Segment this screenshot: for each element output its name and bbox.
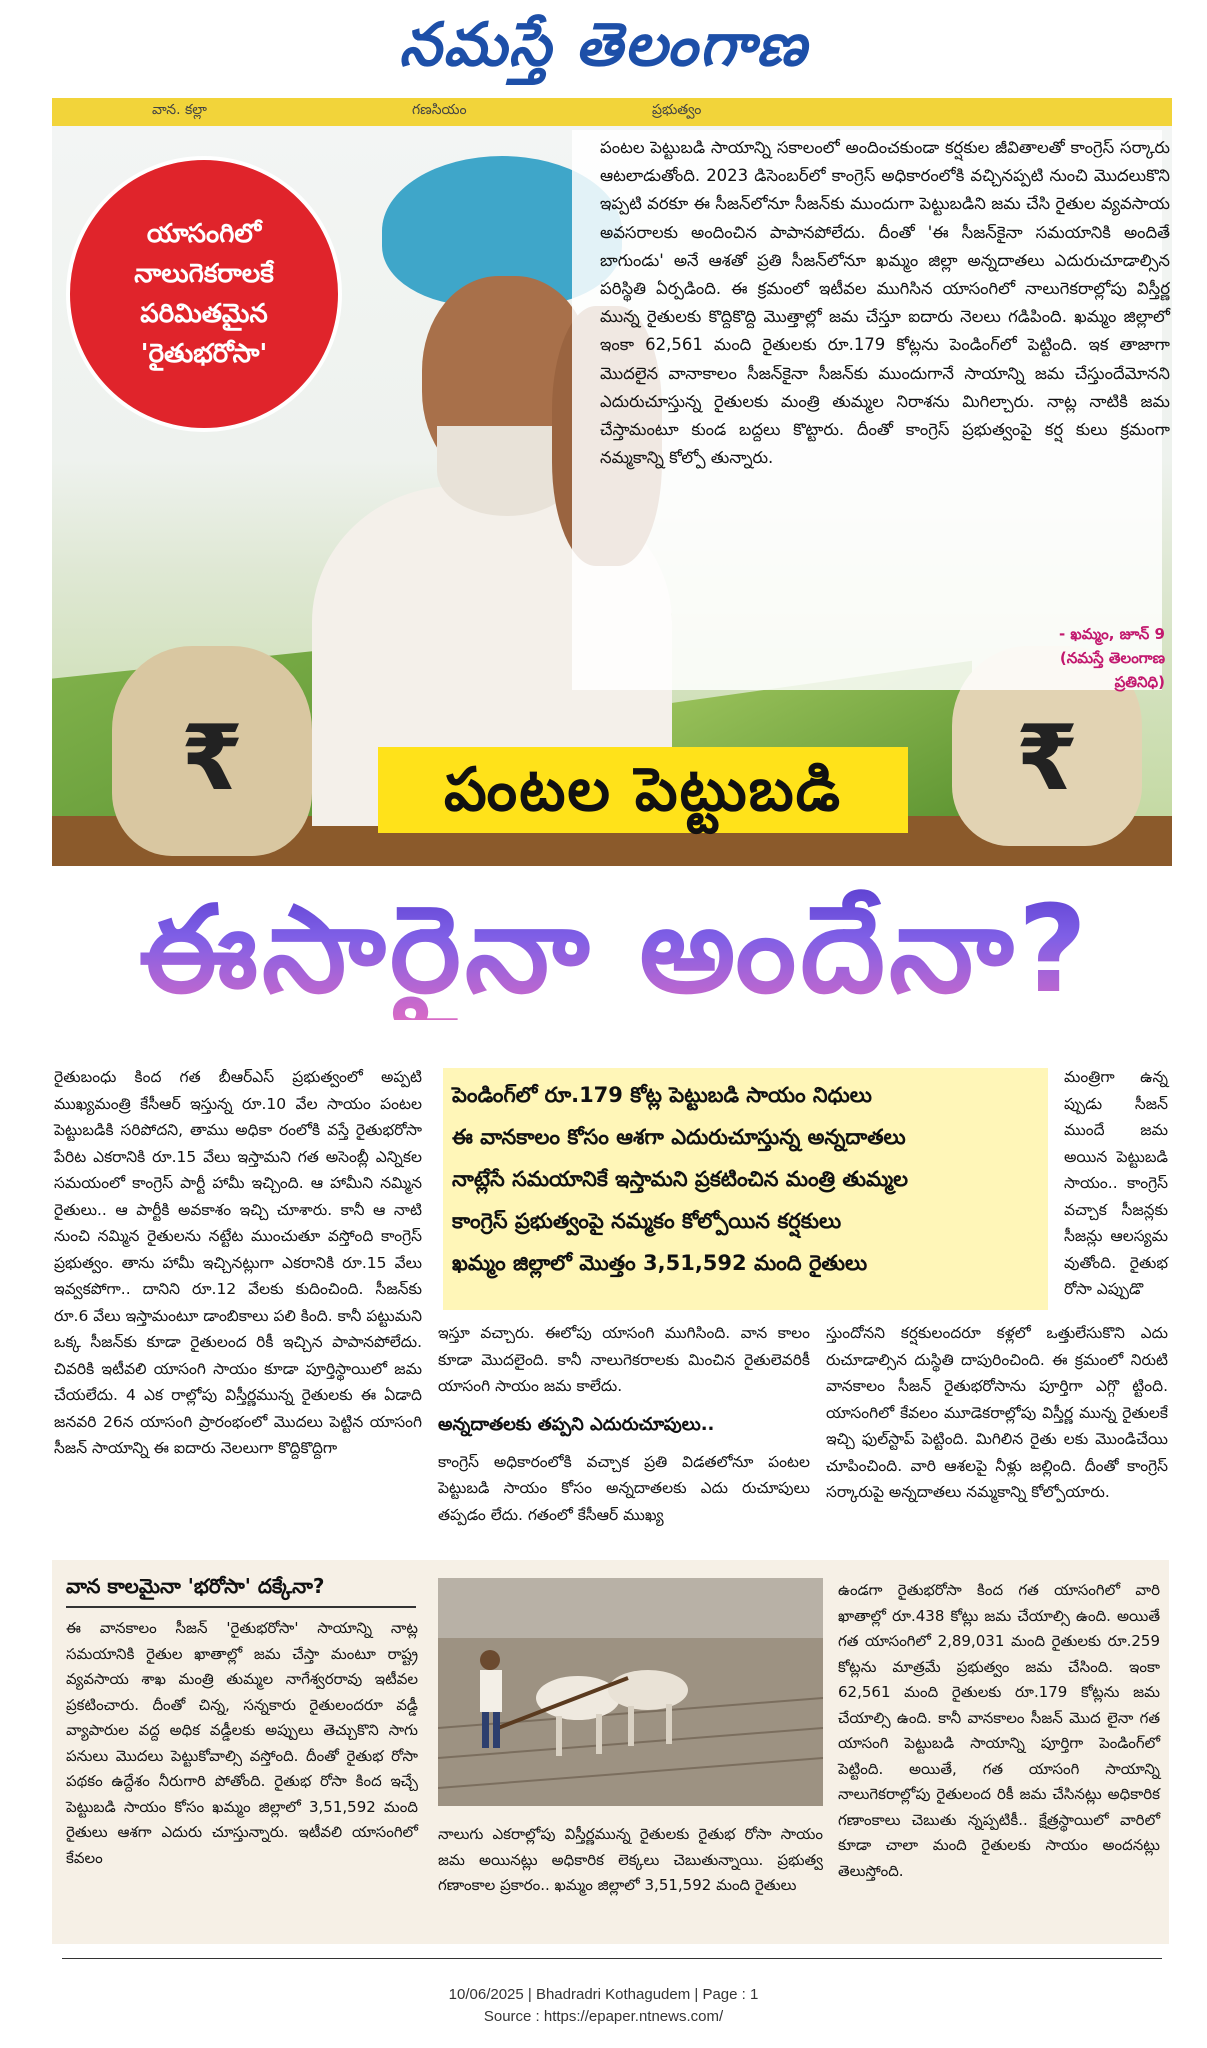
bottom-left-text: ఈ వానకాలం సీజన్ 'రైతుభరోసా' సాయాన్ని నాట్ల సమయానికి రైతుల ఖాతాల్లో జమ చేస్తా మంటూ రాష్ట్ర వ్యవసాయ శాఖ మంత్రి తుమ్మల నాగేశ్వరరావు ఇటీవల ప్రకటించారు. దీంతో చిన్న, సన్నకారు రైతులందరూ వడ్డీ వ్యాపారుల వద్ద అధిక వడ్డీలకు అప్పులు తెచ్చుకొని సాగు పనులు మొదలు పెట్టుకోవాల్సి వస్తోంది. దీంతో రైతుభ రోసా పథకం ఉద్దేశం నీరుగారి పోతోంది. రైతుభ రోసా కింద ఇచ్చే పెట్టుబడి సాయం కోసం ఖమ్మం జిల్లాలో 3,51,592 మంది రైతులు ఆశగా ఎదురు చూస్తున్నారు. ఇటీవలి యాసంగిలో కేవలం [66,1619,418,1867]
byline-line: (నమస్తే తెలంగాణ [1059,649,1165,667]
badge-line: 'రైతుభరోసా' [140,339,268,369]
masthead-title: నమస్తే తెలంగాణ [398,10,809,80]
article-column-1: రైతుబంధు కింద గత బీఆర్‌ఎస్ ప్రభుత్వంలో అప్పటి ముఖ్యమంత్రి కేసీఆర్ ఇస్తున్న రూ.10 వేల సాయం పంటల పెట్టుబడికి సరిపోదని, తాము అధికా రంలోకి వస్తే రైతుభరోసా పేరిట ఎకరానికి రూ.15 వేలు ఇస్తామని గత అసెంబ్లీ ఎన్నికల సమయంలో కాంగ్రెస్ పార్టీ హామీ ఇచ్చింది. ఆ హామీని నమ్మిన రైతులు.. ఆ పార్టీకి అవకాశం ఇచ్చి చూశారు. కానీ ఆ నాటి నుంచి నమ్మిన రైతులను నట్టేట ముంచుతూ వస్తోంది కాంగ్రెస్ ప్రభుత్వం. తాను హామీ ఇచ్చినట్లుగా ఎకరానికి రూ.15 వేలు ఇవ్వకపోగా.. దానిని రూ.12 వేలకు కుదించింది. సీజన్‌కు రూ.6 వేలు ఇస్తామంటూ డాంబికాలు పలి కింది. కానీ పట్టుమని ఒక్క సీజన్‌కు కూడా రైతులంద రికీ ఇచ్చిన పాపానపోలేదు. చివరికి ఇటీవలి యాసంగి సాయం కూడా పూర్తిస్థాయిలో జమ చేయలేదు. 4 ఎక రాల్లోపు విస్తీర్ణమున్న రైతులకు ఈ ఏడాది జనవరి 26న యాసంగి ప్రారంభంలో మొదలు పెట్టిన యాసంగి సీజన్ సాయాన్ని ఈ ఐదారు నెలలుగా కొద్దికొద్దిగా [54,1068,422,1457]
ploughing-photo [438,1578,823,1806]
highlight-item: ఖమ్మం జిల్లాలో మొత్తం 3,51,592 మంది రైతులు [452,1251,868,1275]
highlight-item: నాట్లేసే సమయానికే ఇస్తామని ప్రకటించిన మంత్రి తుమ్మల [452,1167,909,1191]
kicker-text: పంటల పెట్టుబడి [444,755,842,825]
footer-rule [62,1958,1162,1959]
rupee-icon: ₹ [1015,706,1079,811]
bottom-right-text: ఉండగా రైతుభరోసా కింద గత యాసంగిలో వారి ఖాతాల్లో రూ.438 కోట్లు జమ చేయాల్సి ఉంది. అయితే గత యాసంగిలో 2,89,031 మంది రైతులకు రూ.259 కోట్లను మాత్రమే ప్రభుత్వం జమ చేసింది. ఇంకా 62,561 మంది రైతులకు రూ.179 కోట్లను జమ చేయాల్సి ఉంది. కానీ వానకాలం సీజన్ మొద లైనా గత యాసంగి పెట్టుబడి సాయాన్ని పూర్తిగా పెండింగ్‌లో పెట్టింది. అయితే, గత యాసంగి సాయాన్ని నాలుగెకరాల్లోపు రైతులంద రికీ జమ చేసినట్లు అధికారిక గణాంకాలు చెబుతు న్నప్పటికీ.. క్షేత్రస్థాయిలో వారిలో కూడా చాలా మంది రైతులకు సాయం అందనట్లు తెలుస్తోంది. [838,1581,1160,1880]
intro-paragraph: పంటల పెట్టుబడి సాయాన్ని సకాలంలో అందించకుండా కర్షకుల జీవితాలతో కాంగ్రెస్ సర్కారు ఆటలాడుతోంది. 2023 డిసెంబర్‌లో కాంగ్రెస్ అధికారంలోకి వచ్చినప్పటి నుంచి మొదలుకొని ఇప్పటి వరకూ ఈ సీజన్‌లోనూ సీజన్‌కు ముందుగా పెట్టుబడిని జమ చేసి రైతుల వ్యవసాయ అవసరాలకు అందించిన పాపానపోలేదు. దీంతో 'ఈ సీజన్‌కైనా సమయానికి అందితే బాగుండు' అనే ఆశతో ప్రతి సీజన్‌లోనూ ఖమ్మం జిల్లా అన్నదాతలు ఎదురుచూడాల్సిన పరిస్థితి ఏర్పడింది. ఈ క్రమంలో ఇటీవల ముగిసిన యాసంగిలో నాలుగెకరాల్లోపు విస్తీర్ణ మున్న రైతులకు కొద్దికొద్ది మొత్తాల్లో జమ చేస్తూ ఐదారు నెలలు గడిపింది. ఖమ్మం జిల్లాలో ఇంకా 62,561 మంది రైతులకు రూ.179 కోట్లను పెండింగ్‌లో పెట్టింది. ఇక తాజాగా మొదలైన వానాకాలం సీజన్‌కైనా సీజన్‌కు ముందుగానే సాయాన్ని జమ చేస్తుందేమోనని ఎదురుచూస్తున్న రైతులకు మంత్రి తుమ్మల నిరాశను మిగిల్చారు. నాట్ల నాటికి జమ చేస్తామంటూ కుండ బద్దలు కొట్టారు. దీంతో కాంగ్రెస్ ప్రభుత్వంపై కర్ష కులు క్రమంగా నమ్మకాన్ని కోల్పో తున్నారు. [600,138,1170,468]
article-column-4: మంత్రిగా ఉన్న ప్పుడు సీజన్ ముందే జమ అయిన పెట్టుబడి సాయం.. కాంగ్రెస్ వచ్చాక సీజన్లకు సీజన్లు ఆలస్యమ వుతోంది. రైతుభ రోసా ఎప్పుడొ [1064,1068,1168,1298]
highlight-item: ఈ వానకాలం కోసం ఆశగా ఎదురుచూస్తున్న అన్నదాతలు [452,1125,906,1149]
byline-line: ప్రతినిధి) [1114,673,1165,691]
bottom-middle-text: నాలుగు ఎకరాల్లోపు విస్తీర్ణమున్న రైతులకు రైతుభ రోసా సాయం జమ అయినట్లు అధికారిక లెక్కలు చెబుతున్నాయి. ప్రభుత్వ గణాంకాల ప్రకారం.. ఖమ్మం జిల్లాలో 3,51,592 మంది రైతులు [438,1825,823,1894]
badge-line: నాలుగెకరాలకే [134,259,274,289]
badge-line: పరిమితమైన [140,299,268,329]
title-underline [66,1606,416,1608]
top-strip-item: గణసియం [412,102,467,118]
top-strip-item: వాన. కల్లా [152,102,207,118]
money-bag-left [112,646,312,856]
article-column-3: స్తుందోనని కర్షకులందరూ కళ్లలో ఒత్తులేసుకొని ఎదు రుచూడాల్సిన దుస్థితి దాపురించింది. ఈ క్రమంలో నిరుటి వానకాలం సీజన్ రైతుభరోసాను పూర్తిగా ఎగ్గొ ట్టింది. యాసంగిలో కేవలం మూడెకరాల్లోపు విస్తీర్ణ మున్న రైతులకే ఇచ్చి ఫుల్‌స్టాప్ పెట్టింది. మిగిలిన రైతు లకు మొండిచేయి చూపించింది. వారి ఆశలపై నీళ్లు జల్లింది. దీంతో కాంగ్రెస్ సర్కారుపై అన్నదాతలు నమ్మకాన్ని కోల్పోయారు. [826,1324,1168,1501]
highlight-item: పెండింగ్‌లో రూ.179 కోట్ల పెట్టుబడి సాయం నిధులు [452,1083,872,1107]
footer-edition: 10/06/2025 | Bhadradri Kothagudem | Page : 1 [448,1986,759,2003]
highlight-item: కాంగ్రెస్ ప్రభుత్వంపై నమ్మకం కోల్పోయిన కర్షకులు [452,1209,842,1233]
footer-source-link[interactable]: Source : https://epaper.ntnews.com/ [483,2008,724,2025]
kicker-banner [378,747,908,833]
byline-line: - ఖమ్మం, జూన్ 9 [1058,625,1165,643]
byline [1000,622,1165,694]
top-strip [52,98,1172,126]
headline-text: ఈసారైనా అందేనా? [138,881,1092,1020]
section-subhead: అన్నదాతలకు తప్పని ఎదురుచూపులు.. [438,1413,715,1435]
badge-line: యాసంగిలో [146,219,262,249]
rupee-icon: ₹ [180,706,244,811]
ploughing-scene [438,1578,823,1806]
highlights-list [452,1074,1042,1284]
red-badge [66,156,342,432]
column-2-paragraph: కాంగ్రెస్ అధికారంలోకి వచ్చాక ప్రతి విడతలోనూ పంటల పెట్టుబడి సాయం కోసం అన్నదాతలకు ఎదు రుచూపులు తప్పడం లేదు. గతంలో కేసీఆర్ ముఖ్య [438,1452,810,1524]
bottom-section-title: వాన కాలమైనా 'భరోసా' దక్కేనా? [66,1574,325,1598]
headline [50,876,1180,1026]
article-column-2 [438,1320,810,1528]
column-2-paragraph: ఇస్తూ వచ్చారు. ఈలోపు యాసంగి ముగిసింది. వాన కాలం కూడా మొదలైంది. కానీ నాలుగెకరాలకు మించిన రైతులెవరికీ యాసంగి సాయం జమ కాలేదు. [438,1324,810,1395]
masthead [0,0,1207,90]
top-strip-item: ప్రభుత్వం [652,102,702,118]
